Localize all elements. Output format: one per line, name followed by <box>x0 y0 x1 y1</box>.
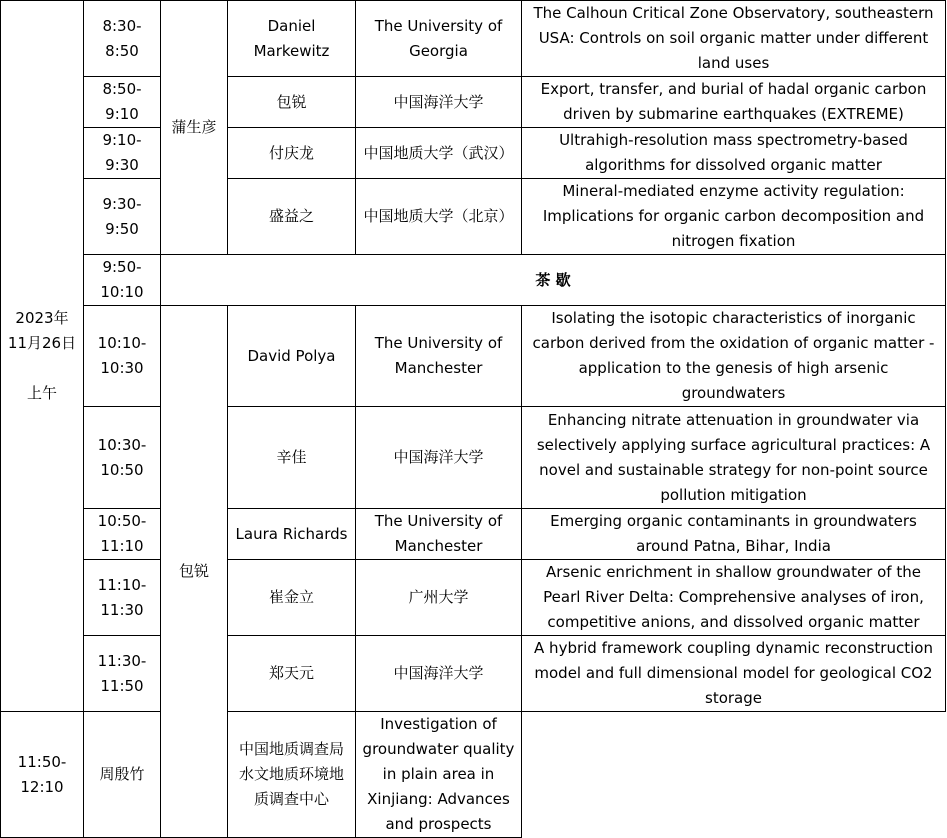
break-time-cell: 9:50-10:10 <box>84 255 161 306</box>
talk-row <box>1 636 946 712</box>
time-cell: 9:10-9:30 <box>84 128 161 179</box>
affiliation-cell: 中国海洋大学 <box>356 77 522 128</box>
time-cell: 9:30-9:50 <box>84 179 161 255</box>
title-cell: Enhancing nitrate attenuation in groundwater via selectively applying surface agricultural practices: A novel and sustainable strategy for non-point source pollution mitigation <box>522 407 946 509</box>
date-text: 2023年11月26日 <box>7 309 77 352</box>
talk-row <box>1 509 946 560</box>
title-cell: Emerging organic contaminants in groundwaters around Patna, Bihar, India <box>522 509 946 560</box>
speaker-cell: Daniel Markewitz <box>228 1 356 77</box>
period-text: 上午 <box>26 384 57 402</box>
time-cell: 11:50-12:10 <box>1 712 84 838</box>
talk-row <box>1 179 946 255</box>
speaker-cell: Laura Richards <box>228 509 356 560</box>
title-cell: Ultrahigh-resolution mass spectrometry-based algorithms for dissolved organic matter <box>522 128 946 179</box>
talk-row <box>1 712 946 838</box>
time-cell: 8:30-8:50 <box>84 1 161 77</box>
speaker-cell: 郑天元 <box>228 636 356 712</box>
time-cell: 10:50-11:10 <box>84 509 161 560</box>
speaker-cell: 周殷竹 <box>84 712 161 838</box>
speaker-cell: 包锐 <box>228 77 356 128</box>
speaker-cell: 崔金立 <box>228 560 356 636</box>
talk-row <box>1 306 946 407</box>
time-cell: 10:30-10:50 <box>84 407 161 509</box>
speaker-cell: 辛佳 <box>228 407 356 509</box>
title-cell: A hybrid framework coupling dynamic reconstruction model and full dimensional model for geological CO2 storage <box>522 636 946 712</box>
title-cell: The Calhoun Critical Zone Observatory, southeastern USA: Controls on soil organic matter under different land uses <box>522 1 946 77</box>
title-cell: Export, transfer, and burial of hadal organic carbon driven by submarine earthquakes (EXTREME) <box>522 77 946 128</box>
speaker-cell: 付庆龙 <box>228 128 356 179</box>
title-cell: Investigation of groundwater quality in plain area in Xinjiang: Advances and prospects <box>356 712 522 838</box>
talk-row <box>1 560 946 636</box>
title-cell: Arsenic enrichment in shallow groundwater of the Pearl River Delta: Comprehensive analyses of iron, competitive anions, and dissolved organic matter <box>522 560 946 636</box>
time-cell: 11:30-11:50 <box>84 636 161 712</box>
break-label-cell: 茶 歇 <box>161 255 946 306</box>
speaker-cell: David Polya <box>228 306 356 407</box>
affiliation-cell: 中国海洋大学 <box>356 636 522 712</box>
title-cell: Mineral-mediated enzyme activity regulation: Implications for organic carbon decomposition and nitrogen fixation <box>522 179 946 255</box>
break-row <box>1 255 946 306</box>
talk-row <box>1 128 946 179</box>
time-cell: 11:10-11:30 <box>84 560 161 636</box>
affiliation-cell: The University of Georgia <box>356 1 522 77</box>
affiliation-cell: 广州大学 <box>356 560 522 636</box>
chair-cell: 蒲生彦 <box>161 1 228 255</box>
talk-row <box>1 1 946 77</box>
time-cell: 8:50-9:10 <box>84 77 161 128</box>
affiliation-cell: 中国地质大学（北京） <box>356 179 522 255</box>
affiliation-cell: The University of Manchester <box>356 509 522 560</box>
affiliation-cell: The University of Manchester <box>356 306 522 407</box>
affiliation-cell: 中国地质调查局水文地质环境地质调查中心 <box>228 712 356 838</box>
time-cell: 10:10-10:30 <box>84 306 161 407</box>
affiliation-cell: 中国地质大学（武汉） <box>356 128 522 179</box>
title-cell: Isolating the isotopic characteristics of inorganic carbon derived from the oxidation of organic matter - application to the genesis of high arsenic groundwaters <box>522 306 946 407</box>
affiliation-cell: 中国海洋大学 <box>356 407 522 509</box>
speaker-cell: 盛益之 <box>228 179 356 255</box>
chair-cell: 包锐 <box>161 306 228 838</box>
date-cell <box>1 1 84 712</box>
talk-row <box>1 77 946 128</box>
talk-row <box>1 407 946 509</box>
